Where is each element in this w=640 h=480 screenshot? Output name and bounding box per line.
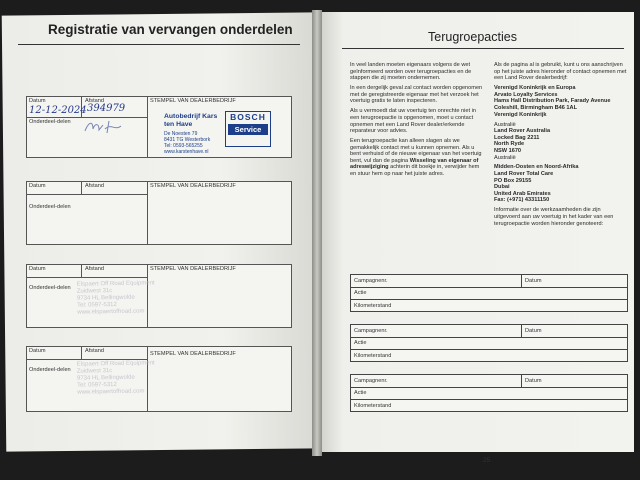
odometer-label: Kilometerstand <box>354 402 392 409</box>
parts-label: Onderdeel-delen <box>29 119 71 125</box>
faded-stamp-imprint: Elspaert Off Road Equipment Zuidwest 31c 9734 HL Bellingwolde Tel: 0597-5312 www.elspaertoffroad.com <box>76 360 155 396</box>
address-australia: Australië Land Rover Australia Locked Bag 2211 North Ryde NSW 1670 Australië <box>494 121 551 161</box>
date-label: Datum <box>29 98 46 104</box>
odometer-label: Kilometerstand <box>354 302 392 309</box>
campaign-label: Campagnenr. <box>354 277 388 284</box>
dealer-stamp-label: STEMPEL VAN DEALERBEDRIJF <box>150 98 236 104</box>
handwritten-date: 12-12-2024 <box>29 105 87 116</box>
emphasis: Wisseling van eigenaar of adreswijziging <box>350 157 479 171</box>
recall-info-column: In veel landen moeten eigenaars volgens de wet geïnformeerd worden over terugroepacties en de stappen die zij moeten ondernemen. In een dergelijk geval zal contact worden opgenomen met de geregistreerde eigenaar met het verzoek het voertuig gratis te laten inspecteren. Als u vermoedt dat uw voertuig ten onrechte niet in een terugroepactie is opgenomen, moet u contact opnemen met een Land Rover dealer/erkende reparateur voor advies. Een terugroepactie kan alleen slagen als we gemakkelijk contact met u kunnen opnemen. Als u bent verhuisd of de nieuwe eigenaar van het voertuig bent, vul dan de pagina Wisseling van eigenaar of adreswijziging achterin dit boekje in, verwijder hem en stuur hem op naar het juiste adres. <box>350 62 483 178</box>
dealer-stamp-address: De Noesten 79 8431 TG Westerbork Tel: 0593-565255 www.karstenhave.nl <box>164 131 211 155</box>
action-label: Actie <box>354 340 367 347</box>
date-label: Datum <box>29 183 46 189</box>
action-label: Actie <box>354 290 367 297</box>
book-gutter <box>312 10 322 456</box>
action-label: Actie <box>354 390 367 397</box>
odometer-label: Kilometerstand <box>354 352 392 359</box>
dealer-stamp-label: STEMPEL VAN DEALERBEDRIJF <box>150 351 236 357</box>
recall-record-form-3 <box>350 374 628 412</box>
date-label: Datum <box>29 266 46 272</box>
title-divider <box>18 44 300 45</box>
handwritten-distance: 394979 <box>87 103 126 114</box>
dealer-stamp-label: STEMPEL VAN DEALERBEDRIJF <box>150 266 236 272</box>
distance-label: Afstand <box>85 348 104 354</box>
address-column: Als de pagina al is gebruikt, kunt u ons aanschrijven op het juiste adres hieronder of contact opnemen met een Land Rover dealerbedrijf: Verenigd Koninkrijk en Europa Arvato Loyalty Services Hams Hall Distribution Park, Farady Avenue Coleshill, Birmingham B46 1AL Verenigd Koninkrijk Australië Land Rover Australia Locked Bag 2211 North Ryde NSW 1670 Australië Midden-Oosten en Noord-Afrika Land Rover Total Care PO Box 29155 Dubai United Arab Emirates Fax: (+971) 43311150 Informatie over de werkzaamheden die zijn uitgevoerd aan uw voertuig in het kader van een terugroepactie worden hieronder genoteerd: <box>494 62 627 227</box>
dealer-stamp-label: STEMPEL VAN DEALERBEDRIJF <box>150 183 236 189</box>
address-uk-europe: Verenigd Koninkrijk en Europa Arvato Loyalty Services Hams Hall Distribution Park, Farady Avenue Coleshill, Birmingham B46 1AL Verenigd Koninkrijk <box>494 85 611 118</box>
right-page-title: Terugroepacties <box>428 30 517 44</box>
parts-label: Onderdeel-delen <box>29 285 71 291</box>
parts-label: Onderdeel-delen <box>29 204 71 210</box>
parts-label: Onderdeel-delen <box>29 367 71 373</box>
replacement-entry-4 <box>26 346 292 412</box>
replacement-entry-2 <box>26 181 292 245</box>
replacement-entry-1 <box>26 96 292 158</box>
date-label: Datum <box>525 277 542 284</box>
title-divider <box>342 48 624 49</box>
recall-record-form-2 <box>350 324 628 362</box>
dealer-stamp-name: Autobedrijf Kars ten Have <box>164 113 218 128</box>
date-label: Datum <box>525 377 542 384</box>
distance-label: Afstand <box>85 98 104 104</box>
page-number: 25 <box>483 457 491 464</box>
faded-stamp-imprint: Elspaert Off Road Equipment Zuidwest 31c 9734 HL Bellingwolde Tel: 0597-5312 www.elspaertoffroad.com <box>76 280 155 316</box>
date-label: Datum <box>29 348 46 354</box>
distance-label: Afstand <box>85 266 104 272</box>
address-middle-east: Midden-Oosten en Noord-Afrika Land Rover Total Care PO Box 29155 Dubai United Arab Emirates Fax: (+971) 43311150 <box>494 164 579 204</box>
recall-record-form-1 <box>350 274 628 312</box>
left-page-title: Registratie van vervangen onderdelen <box>48 22 293 37</box>
date-label: Datum <box>525 327 542 334</box>
replacement-entry-3 <box>26 264 292 328</box>
handwritten-signature <box>81 117 141 137</box>
distance-label: Afstand <box>85 183 104 189</box>
bosch-service-logo: BOSCH Service <box>225 111 271 147</box>
campaign-label: Campagnenr. <box>354 377 388 384</box>
campaign-label: Campagnenr. <box>354 327 388 334</box>
